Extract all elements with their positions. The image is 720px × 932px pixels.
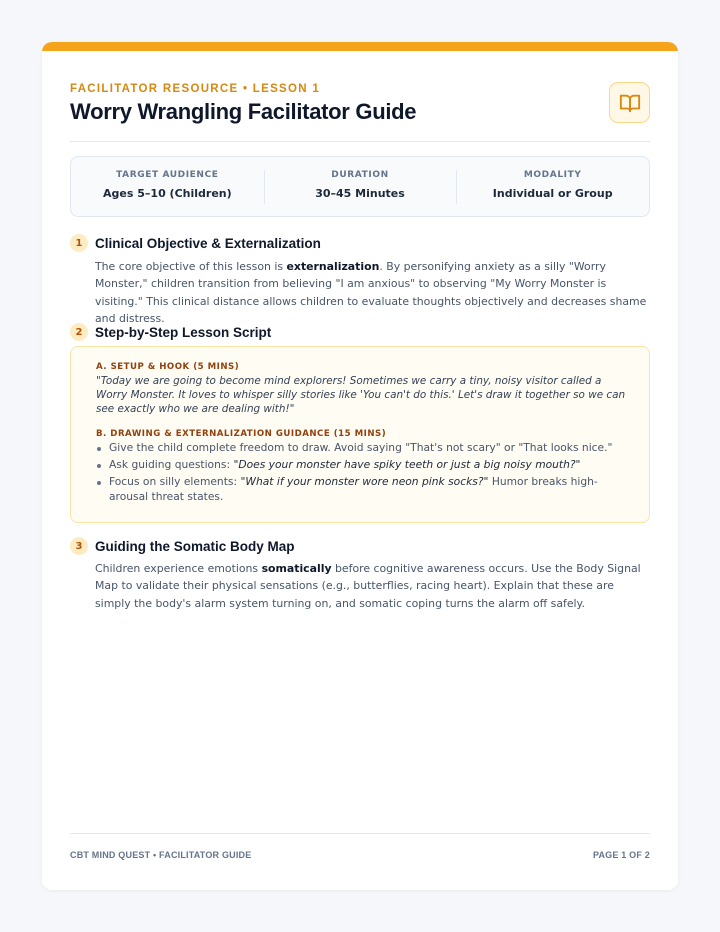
section-1-body — [95, 258, 650, 327]
info-duration — [264, 157, 457, 216]
book-badge — [609, 82, 650, 123]
section-number-badge: 2 — [70, 323, 88, 341]
list-item: Give the child complete freedom to draw. Avoid saying "That's not scary" or "That looks nice." — [96, 441, 633, 456]
info-label: TARGET AUDIENCE — [116, 170, 219, 180]
lesson-info-card — [70, 156, 650, 217]
info-label: MODALITY — [523, 170, 582, 180]
guidance-list — [96, 441, 633, 505]
list-item — [96, 475, 633, 504]
section-title: Guiding the Somatic Body Map — [95, 538, 295, 554]
lesson-script-box — [70, 346, 650, 523]
page-title: Worry Wrangling Facilitator Guide — [70, 99, 417, 124]
section-3-heading — [70, 537, 295, 555]
list-item-quote: "Does your monster have spiky teeth or just a big noisy mouth?" — [233, 457, 581, 471]
script-part-a-quote: "Today we are going to become mind explorers! Sometimes we carry a tiny, noisy visitor called a Worry Monster. It loves to whisper silly stories like 'You can't do this.' Let's draw it together so we can see exactly who we are dealing with!" — [96, 375, 626, 416]
info-value: Ages 5–10 (Children) — [103, 187, 232, 200]
list-item-text: Focus on silly elements: — [109, 475, 241, 489]
section-3-body — [95, 560, 650, 612]
info-value: 30–45 Minutes — [315, 187, 405, 200]
list-item — [96, 458, 633, 473]
section-2-heading — [70, 323, 271, 341]
bold-term: externalization — [286, 260, 380, 273]
info-target-audience — [71, 157, 264, 216]
body-text: . By personifying anxiety as a silly "Worry Monster," children transition from believing "I am anxious" to observing "My Worry Monster is visiting." This clinical distance allows children to evaluate thoughts objectively and decreases shame and distress. — [95, 260, 647, 325]
bold-term: somatically — [261, 562, 332, 575]
info-label: DURATION — [331, 170, 389, 180]
body-text: The core objective of this lesson is — [95, 260, 287, 273]
body-text: Children experience emotions — [95, 562, 262, 575]
footer-brand: CBT MIND QUEST • FACILITATOR GUIDE — [70, 850, 252, 860]
section-number-badge: 1 — [70, 234, 88, 252]
open-book-icon — [619, 92, 641, 114]
lesson-kicker: FACILITATOR RESOURCE • LESSON 1 — [70, 83, 321, 95]
section-1-heading — [70, 234, 321, 252]
footer-divider — [70, 833, 650, 834]
list-item-text: Humor breaks high-arousal threat states. — [109, 475, 598, 503]
list-item-quote: "What if your monster wore neon pink socks?" — [240, 475, 489, 489]
script-part-a-label: A. SETUP & HOOK (5 MINS) — [96, 362, 240, 372]
document-page — [42, 42, 678, 890]
accent-top-bar — [42, 42, 678, 51]
info-value: Individual or Group — [492, 187, 613, 200]
section-title: Step-by-Step Lesson Script — [95, 324, 272, 340]
info-modality — [456, 157, 649, 216]
section-number-badge: 3 — [70, 537, 88, 555]
script-part-b-label: B. DRAWING & EXTERNALIZATION GUIDANCE (15 MINS) — [96, 428, 387, 439]
body-text: before cognitive awareness occurs. Use the Body Signal Map to validate their physical sensations (e.g., butterflies, racing heart). Explain that these are simply the body's alarm system turning on, and somatic coping turns the alarm off safely. — [95, 562, 641, 610]
header-divider — [70, 141, 650, 142]
section-title: Clinical Objective & Externalization — [95, 235, 321, 251]
list-item-text: Ask guiding questions: — [109, 457, 234, 471]
page-number: PAGE 1 OF 2 — [592, 850, 650, 860]
